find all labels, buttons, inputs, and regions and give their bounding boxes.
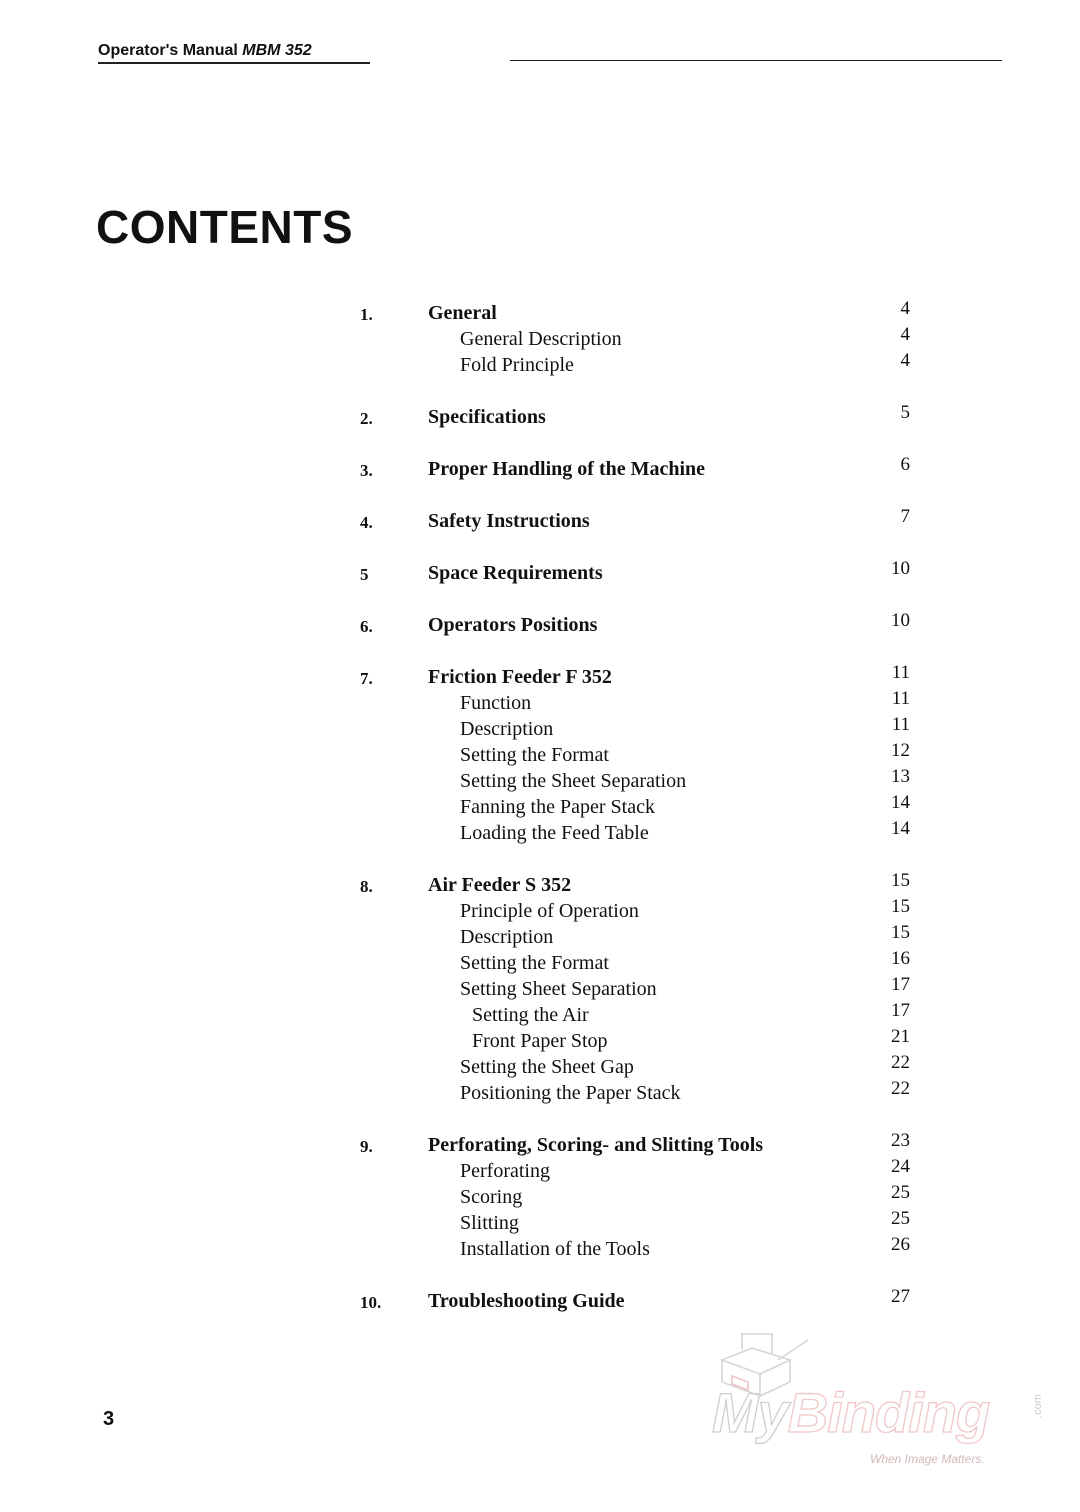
toc-entry-title: Air Feeder S 352	[428, 874, 572, 896]
toc-entry	[360, 456, 920, 482]
toc-subentry-page: 14	[891, 818, 910, 839]
toc-subentry-title: Fanning the Paper Stack	[460, 796, 655, 818]
toc-subentry-title: Setting the Air	[472, 1004, 589, 1026]
toc-section	[360, 1132, 920, 1262]
toc-section	[360, 404, 920, 430]
toc-subentry-title: Setting the Sheet Gap	[460, 1056, 634, 1078]
toc-subentry-page: 13	[891, 766, 910, 787]
toc-subentry-page: 22	[891, 1052, 910, 1073]
toc-subentry-title: Positioning the Paper Stack	[460, 1082, 681, 1104]
toc-entry-number: 3.	[360, 461, 373, 480]
toc-subentry-title: Setting the Format	[460, 744, 609, 766]
toc-subentry-page: 17	[891, 974, 910, 995]
header-rule-left	[98, 62, 370, 64]
toc-subentry-page: 17	[891, 1000, 910, 1021]
toc-entry	[360, 560, 920, 586]
toc-subentry	[360, 1054, 920, 1080]
toc-subentry	[360, 924, 920, 950]
toc-subentry	[360, 898, 920, 924]
toc-entry-title: Friction Feeder F 352	[428, 666, 612, 688]
toc-entry-title: Space Requirements	[428, 562, 603, 584]
watermark-dotcom: .com	[1031, 1394, 1044, 1418]
toc-subentry-page: 4	[900, 350, 910, 371]
toc-entry	[360, 1288, 920, 1314]
toc-subentry-page: 25	[891, 1182, 910, 1203]
toc-entry-number: 8.	[360, 877, 373, 896]
toc-subentry-page: 14	[891, 792, 910, 813]
toc-entry	[360, 404, 920, 430]
table-of-contents	[360, 300, 920, 1340]
toc-entry-page: 10	[891, 610, 910, 631]
toc-subentry	[360, 768, 920, 794]
toc-entry-title: Proper Handling of the Machine	[428, 458, 706, 480]
toc-subentry-page: 15	[891, 922, 910, 943]
toc-section	[360, 300, 920, 378]
toc-subentry-page: 21	[891, 1026, 910, 1047]
toc-subentry-page: 15	[891, 896, 910, 917]
toc-entry-title: Specifications	[428, 406, 546, 428]
toc-subentry-page: 11	[891, 688, 910, 709]
toc-subentry	[360, 1210, 920, 1236]
watermark-my: My	[712, 1381, 788, 1444]
toc-entry-page: 7	[900, 506, 910, 527]
toc-subentry	[360, 742, 920, 768]
toc-section	[360, 560, 920, 586]
watermark-binding: Binding	[787, 1381, 990, 1444]
toc-subentry-title: Description	[460, 926, 554, 948]
toc-subentry-page: 11	[891, 714, 910, 735]
toc-subentry	[360, 716, 920, 742]
toc-entry-number: 4.	[360, 513, 373, 532]
toc-entry-page: 23	[891, 1130, 910, 1151]
toc-entry-page: 10	[891, 558, 910, 579]
page-number: 3	[103, 1408, 115, 1430]
toc-subentry-page: 26	[891, 1234, 910, 1255]
toc-entry	[360, 612, 920, 638]
toc-subentry-page: 25	[891, 1208, 910, 1229]
toc-subentry	[360, 1002, 920, 1028]
toc-entry-page: 27	[891, 1286, 910, 1307]
toc-entry-page: 11	[891, 662, 910, 683]
toc-entry	[360, 508, 920, 534]
toc-subentry	[360, 690, 920, 716]
toc-subentry	[360, 1236, 920, 1262]
toc-section	[360, 612, 920, 638]
toc-subentry-title: Principle of Operation	[460, 900, 639, 922]
toc-entry-number: 5	[360, 565, 369, 584]
toc-entry-number: 10.	[360, 1293, 382, 1312]
toc-entry-number: 6.	[360, 617, 373, 636]
toc-subentry	[360, 326, 920, 352]
toc-subentry-title: Slitting	[460, 1212, 519, 1234]
toc-subentry	[360, 820, 920, 846]
toc-section	[360, 872, 920, 1106]
toc-entry-page: 5	[900, 402, 910, 423]
toc-subentry-title: Description	[460, 718, 554, 740]
toc-entry-title: Perforating, Scoring- and Slitting Tools	[428, 1134, 764, 1156]
toc-subentry-title: Function	[460, 692, 532, 714]
toc-section	[360, 664, 920, 846]
page-title: CONTENTS	[96, 201, 353, 253]
toc-entry-page: 15	[891, 870, 910, 891]
toc-subentry-title: Fold Principle	[460, 354, 574, 376]
toc-section	[360, 1288, 920, 1314]
watermark-wordmark	[712, 1380, 989, 1445]
toc-subentry-title: Scoring	[460, 1186, 523, 1208]
toc-entry-title: Safety Instructions	[428, 510, 590, 532]
toc-subentry-page: 24	[891, 1156, 910, 1177]
toc-subentry-title: General Description	[460, 328, 622, 350]
toc-subentry	[360, 950, 920, 976]
toc-entry	[360, 872, 920, 898]
toc-entry-title: Operators Positions	[428, 614, 598, 636]
toc-subentry	[360, 1080, 920, 1106]
toc-subentry	[360, 1158, 920, 1184]
toc-entry	[360, 1132, 920, 1158]
toc-subentry-page: 16	[891, 948, 910, 969]
toc-entry-title: Troubleshooting Guide	[428, 1290, 625, 1312]
toc-entry-number: 1.	[360, 305, 373, 324]
toc-subentry	[360, 794, 920, 820]
header-manual-label: Operator's Manual	[98, 42, 238, 59]
toc-entry-title: General	[428, 302, 497, 324]
toc-subentry-title: Setting the Format	[460, 952, 609, 974]
header-model-label: MBM 352	[242, 42, 312, 59]
toc-entry	[360, 664, 920, 690]
running-header	[98, 42, 312, 60]
toc-subentry-title: Installation of the Tools	[460, 1238, 650, 1260]
toc-entry-page: 6	[900, 454, 910, 475]
toc-section	[360, 456, 920, 482]
toc-entry-number: 9.	[360, 1137, 373, 1156]
toc-entry-page: 4	[900, 298, 910, 319]
toc-subentry-title: Setting the Sheet Separation	[460, 770, 687, 792]
toc-subentry-title: Setting Sheet Separation	[460, 978, 657, 1000]
toc-subentry-title: Loading the Feed Table	[460, 822, 649, 844]
toc-subentry-page: 22	[891, 1078, 910, 1099]
toc-entry-number: 2.	[360, 409, 373, 428]
toc-subentry-page: 12	[891, 740, 910, 761]
toc-entry	[360, 300, 920, 326]
toc-subentry-title: Perforating	[460, 1160, 550, 1182]
header-rule-right	[510, 60, 1002, 61]
toc-section	[360, 508, 920, 534]
toc-entry-number: 7.	[360, 669, 373, 688]
toc-subentry-title: Front Paper Stop	[472, 1030, 608, 1052]
toc-subentry	[360, 352, 920, 378]
toc-subentry	[360, 1028, 920, 1054]
toc-subentry-page: 4	[900, 324, 910, 345]
toc-subentry	[360, 1184, 920, 1210]
watermark-tagline: When Image Matters.	[870, 1452, 985, 1466]
mybinding-watermark	[708, 1330, 1048, 1480]
toc-subentry	[360, 976, 920, 1002]
